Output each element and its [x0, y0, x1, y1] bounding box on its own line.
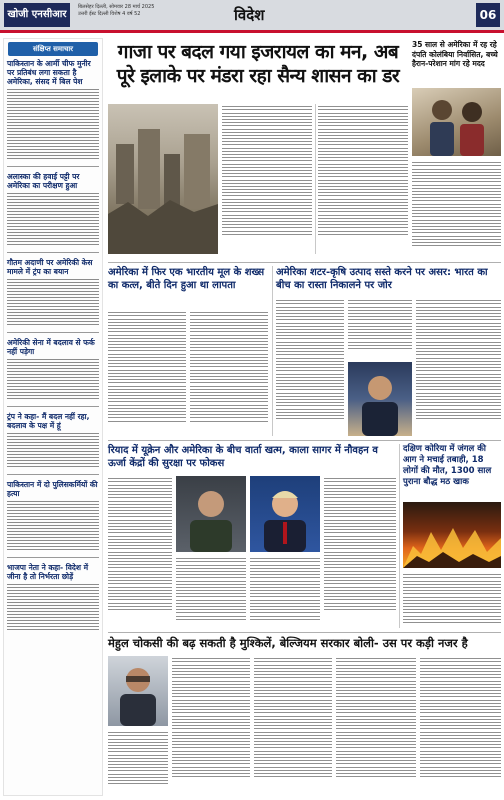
story6-body-col2 [254, 656, 332, 796]
sidebar-brief [4, 477, 102, 555]
side-story-headline: 35 साल से अमेरिका में रह रहे दंपति कोलंबिया निर्वासित, बच्चे हैरान-परेशान मांग रहे मदद [412, 40, 498, 68]
sidebar-brief-headline: अमेरिकी सेना में बदलाव से फर्क नहीं पड़ेगा [7, 338, 95, 356]
sidebar-brief-text [4, 359, 102, 404]
couple-photo-illustration [412, 88, 501, 156]
sidebar-separator [7, 252, 99, 253]
side-story-body [412, 160, 501, 260]
story6-body-col3 [336, 656, 416, 796]
story3-body-col2 [348, 298, 412, 358]
brand-logo: खोजी एनसीआर [4, 3, 70, 27]
story5-photo [403, 502, 501, 568]
sidebar-brief [4, 409, 102, 472]
story4-body-col2 [176, 556, 246, 628]
wildfire-illustration [403, 502, 501, 568]
sidebar-separator [7, 557, 99, 558]
sidebar-brief [4, 169, 102, 250]
column-divider [399, 444, 400, 628]
sidebar-brief-headline: अलास्का की हवाई पट्टी पर अमेरिका का परीक्षण हुआ [7, 172, 80, 190]
sidebar-brief-headline: भाजपा नेता ने कहा- विदेश में जीना है तो निर्भरता छोड़ें [7, 563, 89, 581]
story3-headline: अमेरिका शटर-कृषि उत्पाद सस्ते करने पर असर: भारत का बीच का रास्ता निकालने पर जोर [276, 267, 488, 291]
rubble-illustration [108, 104, 218, 254]
story4-photo-left [176, 476, 246, 552]
story3-photo [348, 362, 412, 436]
section-rule [108, 440, 501, 441]
lead-photo [108, 104, 218, 254]
sidebar-separator [7, 166, 99, 167]
sidebar-brief-text [4, 89, 102, 164]
masthead-bar [0, 0, 504, 30]
meta-line-2: उत्तरी ईस्ट दिल्ली विशेष 4 वर्ष 52 [78, 11, 141, 17]
side-story-photo [412, 88, 501, 156]
sidebar-title: संक्षिप्त समाचार [8, 42, 98, 56]
story2-body-col2 [190, 310, 268, 436]
story6-body-col1 [172, 656, 250, 796]
sidebar-brief-headline: गौतम अदाणी पर अमेरिकी केस मामले में ट्रंप का बयान [7, 258, 93, 276]
sidebar-brief [4, 255, 102, 330]
section-title: विदेश [234, 6, 265, 24]
story5-body [403, 572, 501, 628]
sidebar-separator [7, 474, 99, 475]
sidebar-separator [7, 406, 99, 407]
story6-body-under-photo [108, 730, 168, 796]
sidebar-separator [7, 332, 99, 333]
sidebar-brief-text [4, 279, 102, 330]
lead-body-col1 [222, 104, 312, 254]
story3-body-col1 [276, 298, 344, 436]
sidebar-brief-headline: पाकिस्तान के आर्मी चीफ मुनीर पर प्रतिबंध लगा सकता है अमेरिका, संसद में बिल पेश [7, 59, 91, 86]
sidebar-brief [4, 560, 102, 635]
leader-portrait-illustration [176, 476, 246, 552]
story4-body-col1 [108, 476, 172, 628]
story6-photo [108, 656, 168, 726]
page-number: 06 [476, 3, 500, 27]
sidebar-brief [4, 335, 102, 404]
portrait-illustration [108, 656, 168, 726]
sidebar-brief-text [4, 584, 102, 635]
sidebar-brief-headline: ट्रंप ने कहा- मैं बदल नहीं रहा, बदलाव के पक्ष में हूं [7, 412, 90, 430]
story4-body-col4 [324, 476, 396, 628]
meta-line-1: बिलसेहर दिल्ली, सोमवार 28 मार्च 2025 [78, 4, 155, 10]
sidebar-brief-text [4, 501, 102, 555]
sidebar-brief-text [4, 193, 102, 250]
header-divider [0, 30, 504, 33]
sidebar-briefs [3, 38, 103, 796]
section-rule [108, 262, 501, 263]
story4-photo-right [250, 476, 320, 552]
story3-body-col3 [416, 298, 501, 436]
section-rule [108, 632, 501, 633]
leader-portrait-illustration [250, 476, 320, 552]
sidebar-brief-text [4, 433, 102, 472]
story2-body-col1 [108, 310, 186, 436]
header-meta [78, 4, 228, 18]
sidebar-brief-headline: पाकिस्तान में दो पुलिसकर्मियों की हत्या [7, 480, 98, 498]
story6-headline: मेहुल चोकसी की बढ़ सकती है मुश्किलें, बेल्जियम सरकार बोली- उस पर कड़ी नजर है [108, 636, 468, 650]
column-divider [272, 266, 273, 436]
lead-headline: गाजा पर बदल गया इजरायल का मन, अब पूरे इलाके पर मंडरा रहा सैन्य शासन का डर [116, 41, 400, 87]
story6-body-col4 [420, 656, 501, 796]
story4-body-col3 [250, 556, 320, 628]
story5-headline: दक्षिण कोरिया में जंगल की आग ने मचाई तबाही, 18 लोगों की मौत, 1300 साल पुराना बौद्ध मठ खाक [403, 444, 492, 487]
sidebar-brief [4, 56, 102, 164]
story4-headline: रियाद में यूक्रेन और अमेरिका के बीच वार्ता खत्म, काला सागर में नौवहन व ऊर्जा केंद्रों की सुरक्षा पर फोकस [108, 445, 378, 469]
official-portrait-illustration [348, 362, 412, 436]
lead-body-col2 [318, 104, 408, 254]
story2-headline: अमेरिका में फिर एक भारतीय मूल के शख्स का कत्ल, बीते दिन हुआ था लापता [108, 267, 265, 291]
column-divider [315, 104, 316, 254]
